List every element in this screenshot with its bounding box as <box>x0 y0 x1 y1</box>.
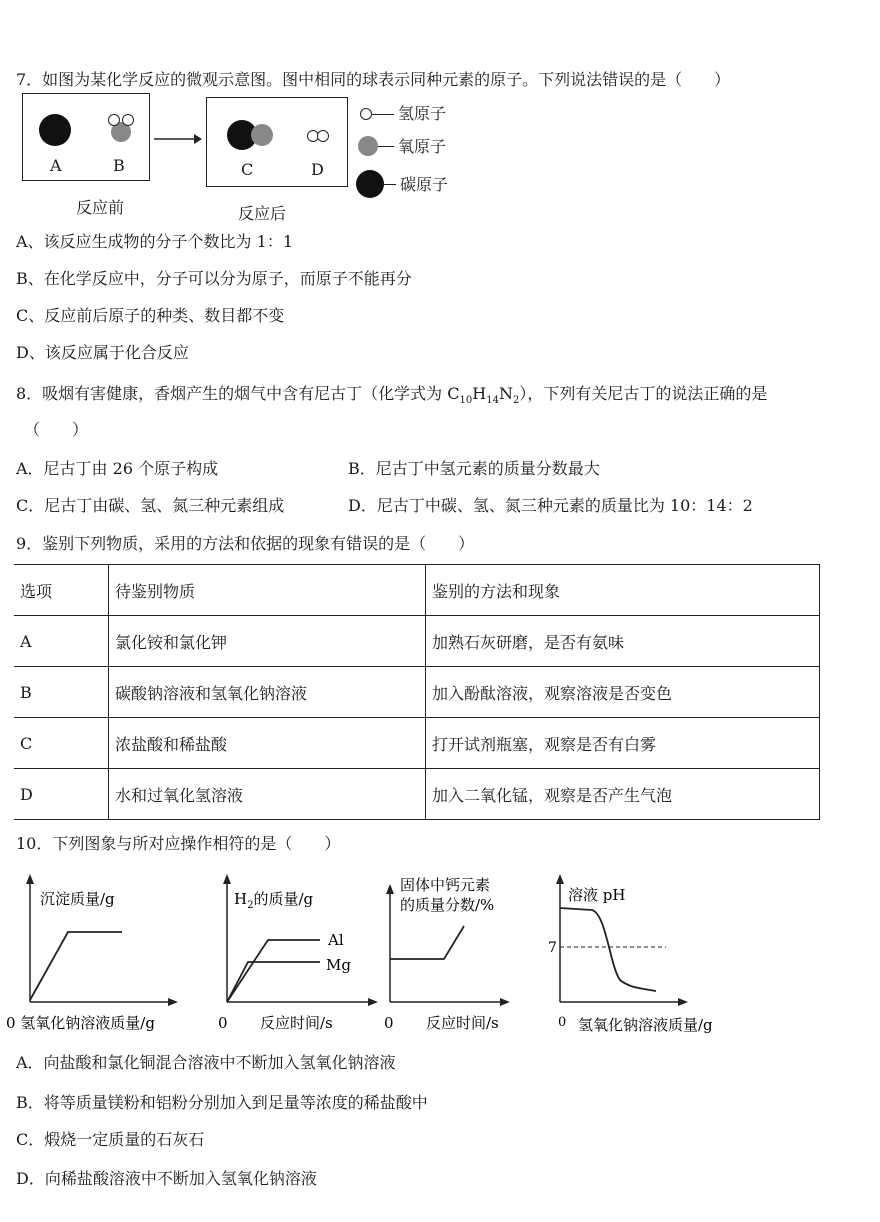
graph-a <box>0 870 200 1040</box>
header-method: 鉴别的方法和现象 <box>426 565 820 616</box>
label-d: D <box>311 160 324 179</box>
q10-option-a: A．向盐酸和氯化铜混合溶液中不断加入氢氧化钠溶液 <box>16 1053 396 1072</box>
q9-stem: 9．鉴别下列物质，采用的方法和依据的现象有错误的是（ ） <box>16 534 475 553</box>
label-c: C <box>241 160 254 179</box>
hydrogen-atom <box>108 114 120 126</box>
cell-method: 加入酚酞溶液，观察溶液是否变色 <box>426 667 820 718</box>
y-arrow-icon <box>223 874 231 884</box>
legend-line <box>372 114 394 115</box>
cell-substances: 氯化铵和氯化钾 <box>109 616 426 667</box>
cell-substances: 水和过氧化氢溶液 <box>109 769 426 820</box>
cell-substances: 浓盐酸和稀盐酸 <box>109 718 426 769</box>
legend-carbon-icon <box>356 170 384 198</box>
y-arrow-icon <box>386 884 394 894</box>
legend-oxygen: 氧原子 <box>398 137 447 156</box>
q7-option-b: B、在化学反应中，分子可以分为原子，而原子不能再分 <box>16 269 412 288</box>
cell-method: 打开试剂瓶塞，观察是否有白雾 <box>426 718 820 769</box>
x-label: 反应时间/s <box>260 1014 333 1032</box>
q8-answer-paren: （ ） <box>24 420 89 439</box>
header-option: 选项 <box>14 565 109 616</box>
table-row <box>14 769 820 820</box>
q9-table <box>14 564 820 820</box>
label-b: B <box>113 156 125 175</box>
reactants-box <box>22 93 150 181</box>
table-row <box>14 718 820 769</box>
table-header-row <box>14 565 820 616</box>
origin-label: 0 <box>218 1014 228 1032</box>
q8-option-a: A．尼古丁由 26 个原子构成 <box>16 459 219 478</box>
legend-carbon: 碳原子 <box>400 175 449 194</box>
cell-option: D <box>14 769 109 820</box>
q7-option-a: A、该反应生成物的分子个数比为 1：1 <box>16 232 294 251</box>
al-curve <box>227 940 320 1002</box>
x-arrow-icon <box>500 998 510 1006</box>
cell-substances: 碳酸钠溶液和氢氧化钠溶液 <box>109 667 426 718</box>
legend-line <box>384 184 396 185</box>
y-arrow-icon <box>26 874 34 884</box>
legend-hydrogen-icon <box>360 108 372 120</box>
x-arrow-icon <box>368 998 378 1006</box>
y-label: $H_2$的质量/g <box>234 890 314 911</box>
x-label: 0 氢氧化钠溶液质量/g <box>6 1014 155 1032</box>
arrow-icon <box>154 132 202 146</box>
cell-option: C <box>14 718 109 769</box>
products-box <box>206 97 348 187</box>
cell-option: A <box>14 616 109 667</box>
carbon-atom <box>39 114 71 146</box>
header-substances: 待鉴别物质 <box>109 565 426 616</box>
q8-option-b: B．尼古丁中氢元素的质量分数最大 <box>348 459 600 478</box>
q8-option-d: D．尼古丁中碳、氢、氮三种元素的质量比为 10：14：2 <box>348 496 753 515</box>
graph-c <box>378 870 538 1040</box>
al-label: Al <box>328 931 344 949</box>
legend-hydrogen: 氢原子 <box>398 104 447 123</box>
y-label: 溶液 pH <box>568 886 626 904</box>
y-label-line1: 固体中钙元素 <box>400 876 491 894</box>
graph-d <box>540 870 740 1040</box>
before-label: 反应前 <box>76 198 125 217</box>
tick-7: 7 <box>548 940 557 956</box>
cell-option: B <box>14 667 109 718</box>
curve <box>560 908 656 991</box>
q10-option-c: C．煅烧一定质量的石灰石 <box>16 1130 205 1149</box>
legend-oxygen-icon <box>358 136 378 156</box>
q8-stem: 8．吸烟有害健康，香烟产生的烟气中含有尼古丁（化学式为 $C_{10}H_{14}N_2$），下列有关尼古丁的说法正确的是 <box>16 384 768 407</box>
q10-option-b: B．将等质量镁粉和铝粉分别加入到足量等浓度的稀盐酸中 <box>16 1093 428 1112</box>
after-label: 反应后 <box>238 204 287 223</box>
q8-option-c: C．尼古丁由碳、氢、氮三种元素组成 <box>16 496 285 515</box>
origin-label: 0 <box>384 1014 394 1032</box>
q10-stem: 10．下列图象与所对应操作相符的是（ ） <box>16 834 341 853</box>
x-label: 氢氧化钠溶液质量/g <box>578 1016 713 1034</box>
q7-option-d: D、该反应属于化合反应 <box>16 343 189 362</box>
q7-option-c: C、反应前后原子的种类、数目都不变 <box>16 306 285 325</box>
curve <box>390 926 464 959</box>
cell-method: 加熟石灰研磨，是否有氨味 <box>426 616 820 667</box>
mg-label: Mg <box>326 956 351 974</box>
oxygen-atom <box>251 124 273 146</box>
x-arrow-icon <box>168 998 178 1006</box>
cell-method: 加入二氧化锰，观察是否产生气泡 <box>426 769 820 820</box>
q7-stem: 7．如图为某化学反应的微观示意图。图中相同的球表示同种元素的原子。下列说法错误的是（ ） <box>16 70 731 89</box>
hydrogen-atom <box>317 130 329 142</box>
q10-option-d: D．向稀盐酸溶液中不断加入氢氧化钠溶液 <box>16 1169 317 1188</box>
table-row <box>14 616 820 667</box>
legend-line <box>378 146 394 147</box>
graph-b <box>210 870 380 1040</box>
origin-label: 0 <box>558 1015 567 1030</box>
y-label: 沉淀质量/g <box>40 890 115 908</box>
y-arrow-icon <box>556 874 564 884</box>
hydrogen-atom <box>122 114 134 126</box>
label-a: A <box>50 156 62 175</box>
y-label-line2: 的质量分数/% <box>400 896 495 914</box>
curve <box>30 932 122 1000</box>
table-row <box>14 667 820 718</box>
x-arrow-icon <box>678 998 688 1006</box>
x-label: 反应时间/s <box>426 1014 499 1032</box>
